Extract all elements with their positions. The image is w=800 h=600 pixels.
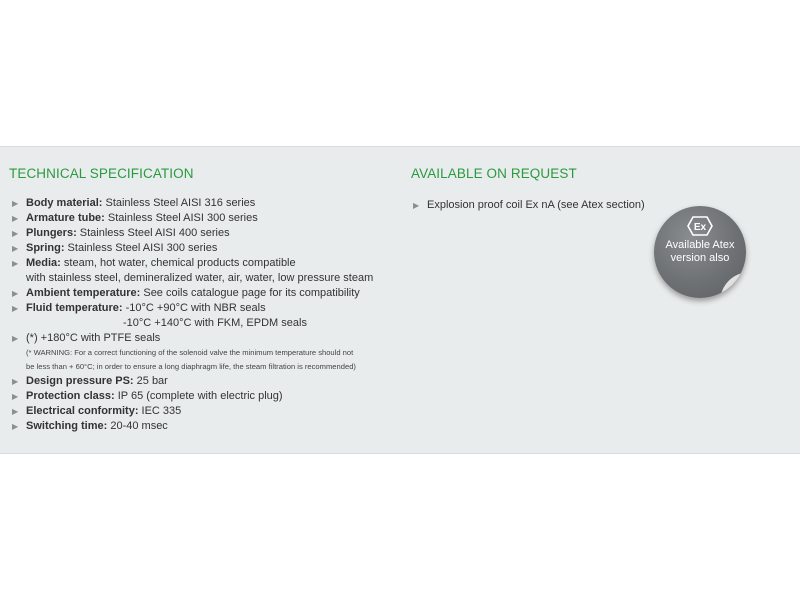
list-item: ▶ (*) +180°C with PTFE seals (* WARNING: For a correct functioning of the solenoid valve the minimum temperature should not be less than + 60°C; in order to ensure a long diaphragm life, the steam filtration is recommended) xyxy=(11,331,411,374)
spec-list xyxy=(11,196,411,434)
bullet-arrow-icon: ▶ xyxy=(12,392,19,401)
badge-line2: version also xyxy=(670,252,730,264)
bullet-arrow-icon: ▶ xyxy=(12,422,19,431)
bullet-arrow-icon: ▶ xyxy=(12,377,19,386)
bullet-arrow-icon: ▶ xyxy=(12,244,19,253)
list-item: ▶ Body material: Stainless Steel AISI 316 series xyxy=(12,197,256,209)
warning-note: be less than + 60°C; in order to ensure a long diaphragm life, the steam filtration is recommended) xyxy=(26,362,356,371)
badge-line1: Available Atex xyxy=(665,239,735,251)
list-item: ▶ Armature tube: Stainless Steel AISI 300 series xyxy=(12,212,258,224)
page-curl xyxy=(720,272,746,298)
bullet-arrow-icon: ▶ xyxy=(413,201,420,210)
bullet-arrow-icon: ▶ xyxy=(12,259,19,268)
ex-hexagon-icon xyxy=(687,216,713,236)
list-item: ▶ Fluid temperature: -10°C +90°C with NBR seals -10°C +140°C with FKM, EPDM seals xyxy=(12,302,307,329)
list-item: ▶ Spring: Stainless Steel AISI 300 series xyxy=(12,242,218,254)
list-item: ▶ Explosion proof coil Ex nA (see Atex section) xyxy=(413,199,645,211)
bullet-arrow-icon: ▶ xyxy=(12,334,19,343)
bullet-arrow-icon: ▶ xyxy=(12,289,19,298)
request-list xyxy=(412,198,662,213)
list-item: ▶ Design pressure PS: 25 bar xyxy=(12,375,168,387)
bullet-arrow-icon: ▶ xyxy=(12,304,19,313)
bullet-arrow-icon: ▶ xyxy=(12,214,19,223)
bullet-arrow-icon: ▶ xyxy=(12,229,19,238)
list-item: ▶ Media: steam, hot water, chemical products compatible with stainless steel, demineralized water, air, water, low pressure steam xyxy=(12,257,374,284)
warning-note: (* WARNING: For a correct functioning of the solenoid valve the minimum temperature should not xyxy=(26,348,354,357)
available-on-request-heading: AVAILABLE ON REQUEST xyxy=(411,166,577,181)
list-item: ▶ Switching time: 20-40 msec xyxy=(12,420,168,432)
list-item: ▶ Ambient temperature: See coils catalogue page for its compatibility xyxy=(12,287,360,299)
list-item: ▶ Protection class: IP 65 (complete with electric plug) xyxy=(12,390,283,402)
specification-panel xyxy=(0,146,800,454)
list-item: ▶ Electrical conformity: IEC 335 xyxy=(12,405,182,417)
bullet-arrow-icon: ▶ xyxy=(12,199,19,208)
atex-badge xyxy=(654,206,746,298)
ex-symbol-text: Ex xyxy=(693,222,707,233)
technical-specification-heading: TECHNICAL SPECIFICATION xyxy=(9,166,194,181)
list-item: ▶ Plungers: Stainless Steel AISI 400 series xyxy=(12,227,230,239)
bullet-arrow-icon: ▶ xyxy=(12,407,19,416)
